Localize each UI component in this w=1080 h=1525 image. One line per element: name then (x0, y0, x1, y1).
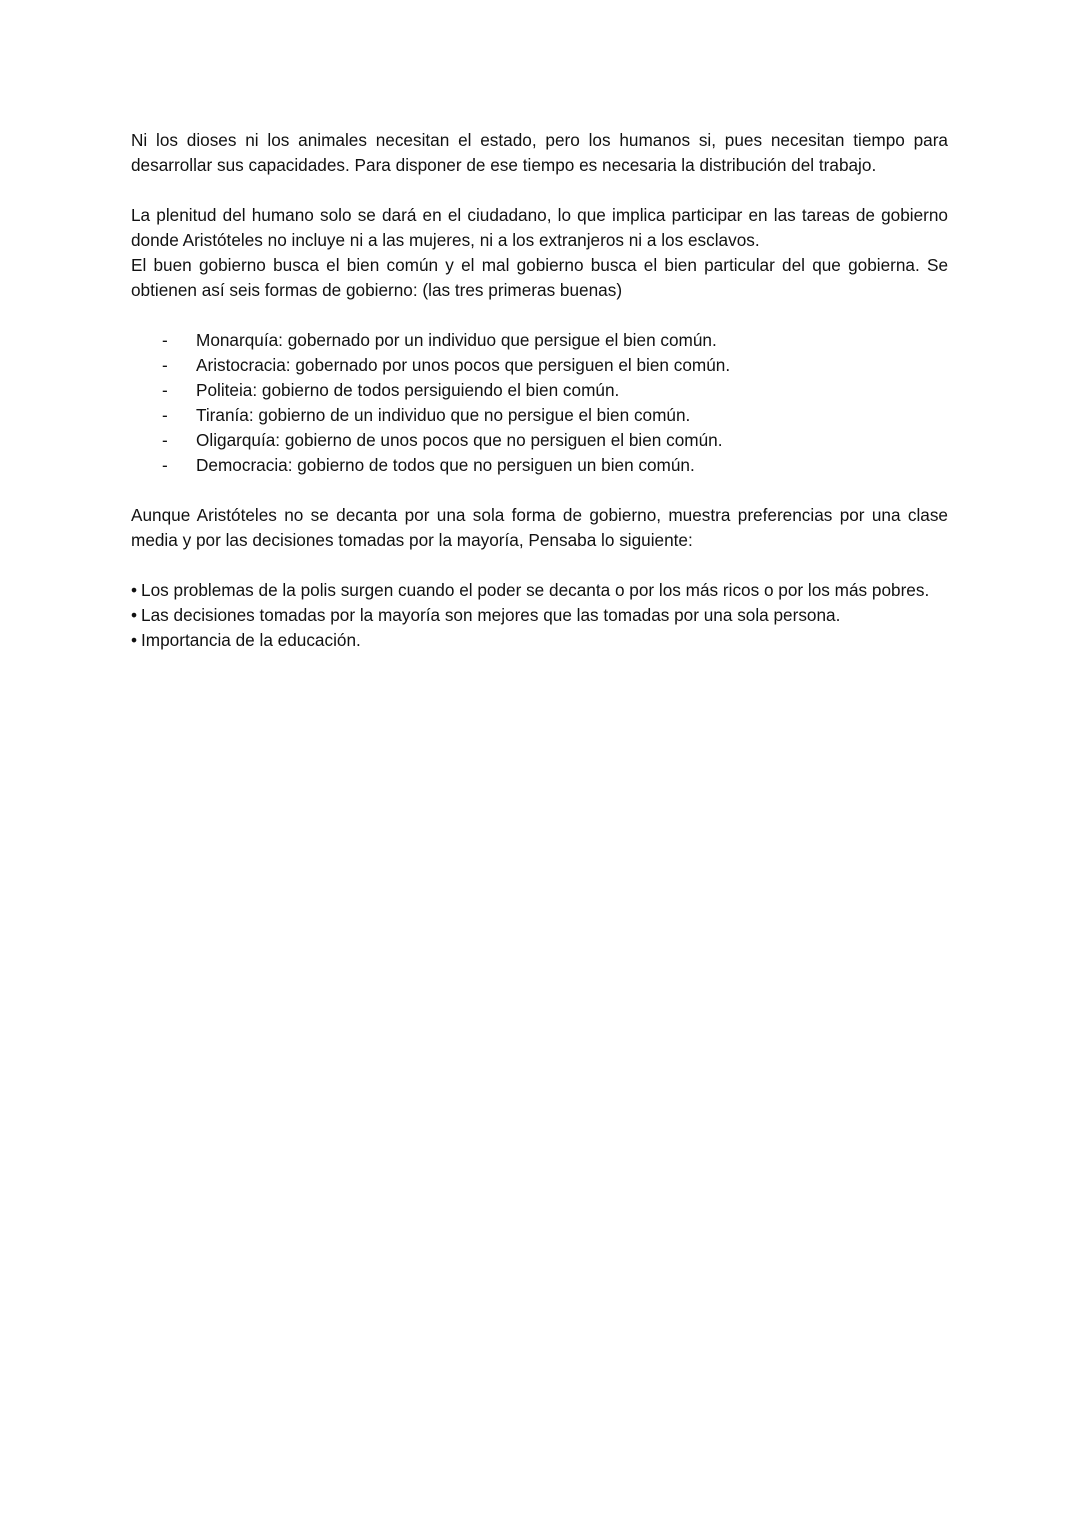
list-item-text: Oligarquía: gobierno de unos pocos que no persiguen el bien común. (196, 430, 723, 450)
spacer (131, 553, 948, 578)
list-item (131, 428, 948, 453)
paragraph-state-necessity: Ni los dioses ni los animales necesitan el estado, pero los humanos si, pues necesitan tiempo para desarrollar sus capacidades. Para disponer de ese tiempo es necesaria la distribución del trabajo. (131, 130, 948, 175)
dash-marker: - (162, 380, 168, 400)
list-item (131, 453, 948, 478)
list-item-text: Los problemas de la polis surgen cuando el poder se decanta o por los más ricos o por los más pobres. (141, 580, 930, 600)
paragraph-citizenship: La plenitud del humano solo se dará en el ciudadano, lo que implica participar en las tareas de gobierno donde Aristóteles no incluye ni a las mujeres, ni a los extranjeros ni a los esclavos. (131, 205, 948, 250)
dash-marker: - (162, 455, 168, 475)
list-item (131, 578, 948, 603)
list-item-text: Importancia de la educación. (141, 630, 361, 650)
spacer (131, 178, 948, 203)
list-item-text: Politeia: gobierno de todos persiguiendo el bien común. (196, 380, 620, 400)
forms-of-government-list (131, 328, 948, 478)
list-item (131, 403, 948, 428)
bullet-marker: • (131, 580, 138, 600)
spacer (131, 303, 948, 328)
paragraph-good-bad-government: El buen gobierno busca el bien común y el mal gobierno busca el bien particular del que gobierna. Se obtienen así seis formas de gobierno: (las tres primeras buenas) (131, 255, 948, 300)
dash-marker: - (162, 405, 168, 425)
dash-marker: - (162, 430, 168, 450)
dash-marker: - (162, 355, 168, 375)
document-body (131, 128, 948, 653)
list-item-text: Democracia: gobierno de todos que no persiguen un bien común. (196, 455, 695, 475)
beliefs-list (131, 578, 948, 653)
list-item-text: Aristocracia: gobernado por unos pocos que persiguen el bien común. (196, 355, 731, 375)
bullet-marker: • (131, 630, 138, 650)
dash-marker: - (162, 330, 168, 350)
spacer (131, 478, 948, 503)
bullet-marker: • (131, 605, 138, 625)
list-item (131, 353, 948, 378)
list-item-text: Monarquía: gobernado por un individuo que persigue el bien común. (196, 330, 717, 350)
list-item-text: Tiranía: gobierno de un individuo que no persigue el bien común. (196, 405, 691, 425)
list-item (131, 378, 948, 403)
paragraph-aristotle-preferences: Aunque Aristóteles no se decanta por una sola forma de gobierno, muestra preferencias por una clase media y por las decisiones tomadas por la mayoría, Pensaba lo siguiente: (131, 505, 948, 550)
list-item-text: Las decisiones tomadas por la mayoría son mejores que las tomadas por una sola persona. (141, 605, 841, 625)
list-item (131, 603, 948, 628)
list-item (131, 628, 948, 653)
list-item (131, 328, 948, 353)
